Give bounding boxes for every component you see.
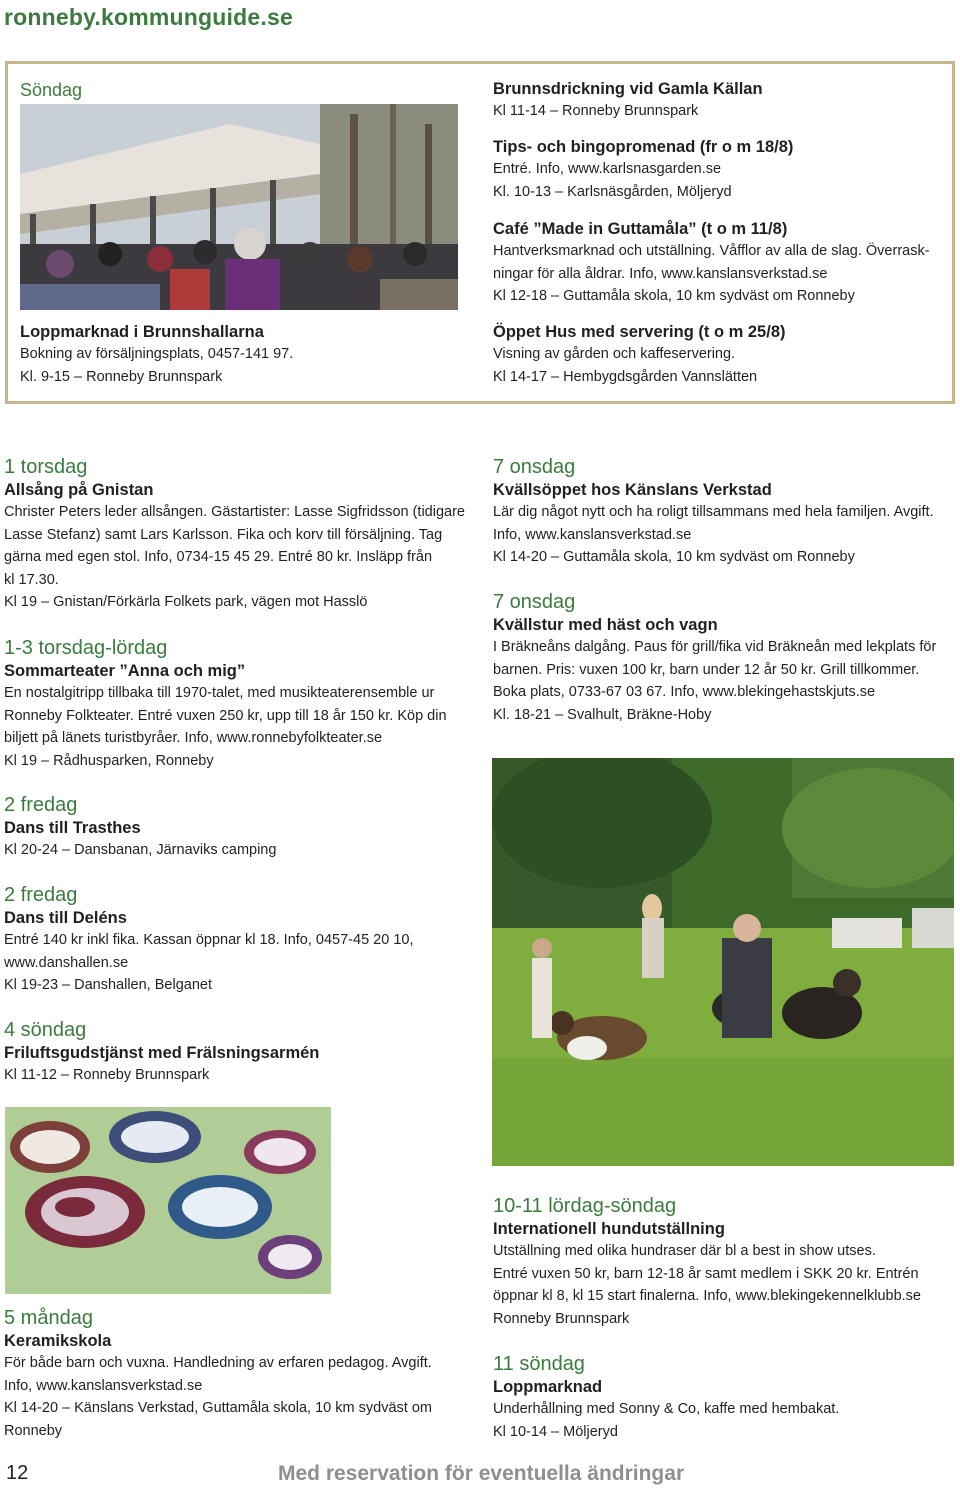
event-loppmarknad-brunnshallarna xyxy=(20,321,460,388)
event-title: Dans till Deléns xyxy=(4,909,127,927)
event-title: Öppet Hus med servering (t o m 25/8) xyxy=(493,323,786,341)
event-text-line: Hantverksmarknad och utställning. Våfflor av alla de slag. Överrask- xyxy=(493,243,930,259)
event-text-line: I Bräkneåns dalgång. Paus för grill/fika vid Bräkneån med lekplats för xyxy=(493,639,937,655)
event-kvallstur-hast xyxy=(493,590,954,726)
event-text-line: Info, www.kanslansverkstad.se xyxy=(493,526,692,543)
event-text-line: kl 17.30. xyxy=(4,571,59,588)
event-text-line: Boka plats, 0733-67 03 67. Info, www.blekingehastskjuts.se xyxy=(493,684,876,700)
page-number: 12 xyxy=(6,1462,29,1484)
event-text-line: Kl 19 – Rådhusparken, Ronneby xyxy=(4,752,214,769)
event-text-line: Lasse Stefanz) samt Lars Karlsson. Fika och korv till försäljning. Tag xyxy=(4,526,443,543)
event-tipspromenad xyxy=(493,136,943,203)
event-text-line: www.danshallen.se xyxy=(4,954,129,971)
event-kvallsoppet-kanslans xyxy=(493,455,954,569)
event-title: Café ”Made in Guttamåla” (t o m 11/8) xyxy=(493,220,788,238)
event-hundutstallning xyxy=(493,1194,954,1330)
dog-show-photo xyxy=(492,758,954,1166)
event-title: Kvällsöppet hos Känslans Verkstad xyxy=(493,481,772,499)
event-title: Friluftsgudstjänst med Frälsningsarmén xyxy=(4,1044,320,1062)
event-date: 7 onsdag xyxy=(493,456,576,478)
event-title: Sommarteater ”Anna och mig” xyxy=(4,662,246,680)
event-keramikskola xyxy=(4,1306,466,1442)
event-text-line: Entré vuxen 50 kr, barn 12-18 år samt medlem i SKK 20 kr. Entrén xyxy=(493,1265,919,1282)
event-text-line: Underhållning med Sonny & Co, kaffe med hembakat. xyxy=(493,1401,840,1417)
event-text-line: Kl 19-23 – Danshallen, Belganet xyxy=(4,977,212,993)
event-date: 2 fredag xyxy=(4,884,78,906)
event-text-line: Kl 11-12 – Ronneby Brunnspark xyxy=(4,1067,210,1083)
event-text-line: gärna med egen stol. Info, 0734-15 45 29. Entré 80 kr. Insläpp från xyxy=(4,549,433,565)
event-text-line: Ronneby xyxy=(4,1422,63,1439)
event-title: Kvällstur med häst och vagn xyxy=(493,616,718,634)
event-text-line: För både barn och vuxna. Handledning av erfaren pedagog. Avgift. xyxy=(4,1355,432,1371)
event-text-line: Kl 12-18 – Guttamåla skola, 10 km sydväst om Ronneby xyxy=(493,288,855,304)
event-text-line: Ronneby Folkteater. Entré vuxen 250 kr, upp till 18 år 150 kr. Köp din xyxy=(4,707,447,724)
event-date: 4 söndag xyxy=(4,1019,87,1041)
event-dans-delens xyxy=(4,883,466,997)
event-title: Internationell hundutställning xyxy=(493,1220,725,1238)
event-text-line: Utställning med olika hundraser där bl a best in show utses. xyxy=(493,1243,876,1259)
event-title: Keramikskola xyxy=(4,1332,112,1350)
event-date: 5 måndag xyxy=(4,1307,93,1329)
event-text-line: Info, www.kanslansverkstad.se xyxy=(4,1377,203,1394)
event-brunnsdrickning xyxy=(493,78,943,123)
event-sommarteater xyxy=(4,636,466,772)
event-loppmarknad-moljeryd xyxy=(493,1352,954,1443)
event-text-line: biljett på länets turistbyråer. Info, www.ronnebyfolkteater.se xyxy=(4,730,383,746)
event-dans-trasthes xyxy=(4,793,466,862)
event-text-line: Kl 14-17 – Hembygdsgården Vannslätten xyxy=(493,368,758,385)
event-oppet-hus xyxy=(493,321,943,388)
event-text-line: Kl 11-14 – Ronneby Brunnspark xyxy=(493,103,699,119)
event-text-line: öppnar kl 8, kl 15 start finalerna. Info, www.blekingekennelklubb.se xyxy=(493,1288,921,1304)
event-date: 11 söndag xyxy=(493,1353,585,1375)
event-text-line: Kl. 10-13 – Karlsnäsgården, Möljeryd xyxy=(493,183,732,200)
event-title: Brunnsdrickning vid Gamla Källan xyxy=(493,80,763,98)
event-date: 10-11 lördag-söndag xyxy=(493,1195,677,1217)
event-title: Allsång på Gnistan xyxy=(4,481,154,499)
event-title: Dans till Trasthes xyxy=(4,819,141,837)
event-date: 2 fredag xyxy=(4,794,78,816)
event-text-line: Kl 19 – Gnistan/Förkärla Folkets park, vägen mot Hasslö xyxy=(4,594,368,610)
event-date: 1-3 torsdag-lördag xyxy=(4,637,168,659)
footer-note: Med reservation för eventuella ändringar xyxy=(278,1462,685,1485)
ceramic-bowls-photo xyxy=(5,1107,331,1294)
event-text-line: Lär dig något nytt och ha roligt tillsammans med hela familjen. Avgift. xyxy=(493,504,934,520)
event-text-line: Ronneby Brunnspark xyxy=(493,1310,630,1327)
event-text-line: Kl 10-14 – Möljeryd xyxy=(493,1423,618,1440)
event-text-line: Kl. 18-21 – Svalhult, Bräkne-Hoby xyxy=(493,706,712,723)
event-date: 7 onsdag xyxy=(493,591,576,613)
flea-market-photo xyxy=(20,104,458,310)
event-text-line: Kl. 9-15 – Ronneby Brunnspark xyxy=(20,368,223,385)
event-text-line: En nostalgitripp tillbaka till 1970-talet, med musikteaterensemble ur xyxy=(4,685,435,701)
event-text-line: ningar för alla åldrar. Info, www.kanslansverkstad.se xyxy=(493,265,828,282)
event-allsang-gnistan xyxy=(4,455,466,614)
site-url[interactable]: ronneby.kommunguide.se xyxy=(4,4,293,30)
event-text-line: Kl 14-20 – Känslans Verkstad, Guttamåla skola, 10 km sydväst om xyxy=(4,1400,432,1416)
event-friluftsgudstjanst xyxy=(4,1018,466,1087)
event-text-line: Bokning av försäljningsplats, 0457-141 97. xyxy=(20,346,294,362)
sunday-label: Söndag xyxy=(20,80,83,100)
event-text-line: Kl 20-24 – Dansbanan, Järnaviks camping xyxy=(4,842,277,858)
event-title: Tips- och bingopromenad (fr o m 18/8) xyxy=(493,138,794,156)
event-date: 1 torsdag xyxy=(4,456,88,478)
event-text-line: Christer Peters leder allsången. Gästartister: Lasse Sigfridsson (tidigare xyxy=(4,504,465,520)
event-text-line: barnen. Pris: vuxen 100 kr, barn under 12 år 50 kr. Grill tillkommer. xyxy=(493,661,920,678)
event-cafe-guttamala xyxy=(493,218,943,308)
event-title: Loppmarknad xyxy=(493,1378,603,1396)
event-text-line: Entré 140 kr inkl fika. Kassan öppnar kl 18. Info, 0457-45 20 10, xyxy=(4,932,414,948)
event-text-line: Visning av gården och kaffeservering. xyxy=(493,346,736,362)
event-text-line: Entré. Info, www.karlsnasgarden.se xyxy=(493,161,722,177)
event-text-line: Kl 14-20 – Guttamåla skola, 10 km sydväst om Ronneby xyxy=(493,549,855,565)
event-title: Loppmarknad i Brunnshallarna xyxy=(20,323,264,341)
